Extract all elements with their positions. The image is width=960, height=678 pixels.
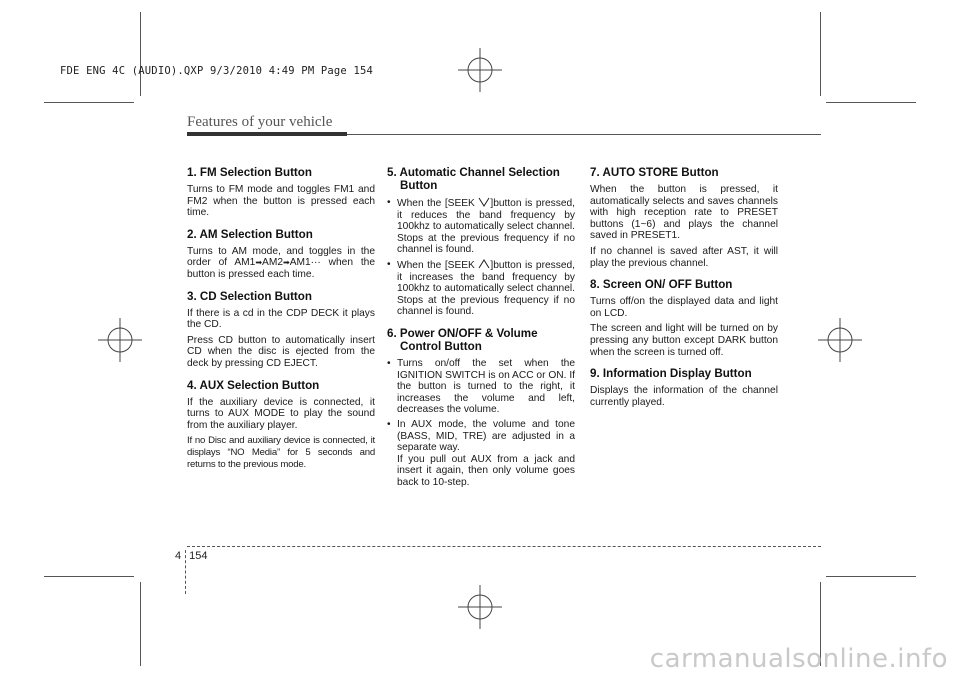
list-item-text: In AUX mode, the volume and tone (BASS, MID, TRE) are adjusted in a separate way. <box>397 418 575 454</box>
arrow-icon: ➡ <box>282 258 290 268</box>
section-aux <box>187 379 375 471</box>
section-seek <box>387 166 575 318</box>
crop-mark <box>44 102 134 103</box>
chapter-number: 4 <box>175 550 182 562</box>
section-heading-line: Button <box>400 179 438 192</box>
list-item: • Turns on/off the set when the IGNITION SWITCH is on ACC or ON. If the button is turned to the right, it increases the volume and left, decreases the volume. <box>387 358 575 416</box>
section-text: Turns off/on the displayed data and light on LCD. <box>590 296 778 319</box>
section-text: If the auxiliary device is connected, it turns to AUX MODE to play the sound from the auxiliary player. <box>187 396 375 431</box>
list-item <box>387 197 575 256</box>
section-cd <box>187 290 375 370</box>
list-item <box>387 419 575 489</box>
section-heading-line: 6. Power ON/OFF & Volume <box>387 326 538 340</box>
crop-mark <box>820 12 821 96</box>
arrow-icon: ➡ <box>255 258 263 268</box>
crop-mark <box>44 576 134 577</box>
section-text-part: AM2 <box>262 257 283 269</box>
section-heading <box>387 327 575 353</box>
section-info <box>590 367 778 408</box>
page-number <box>175 550 215 562</box>
section-screen <box>590 278 778 358</box>
footer-tick <box>185 550 187 594</box>
registration-mark-icon <box>98 318 142 362</box>
crop-mark <box>826 102 916 103</box>
section-heading: 2. AM Selection Button <box>187 227 313 241</box>
registration-mark-icon <box>458 585 502 629</box>
section-text: Displays the information of the channel currently played. <box>590 385 778 408</box>
section-text-part: AM1··· when the button is pressed each time. <box>187 257 375 280</box>
section-autostore <box>590 166 778 269</box>
header-bar <box>187 132 347 136</box>
list-item <box>387 259 575 318</box>
section-text: If no channel is saved after AST, it will play the previous channel. <box>590 245 778 269</box>
watermark: carmanualsonline.info <box>649 644 948 674</box>
section-heading: 4. AUX Selection Button <box>187 378 320 392</box>
bullet-list <box>387 358 575 489</box>
list-item-text: ]button is pressed, it reduces the band frequency by 100khz to automatically select channel. Stops at the previous frequency if no channel is found. <box>397 198 575 256</box>
bullet-list <box>387 197 575 318</box>
section-heading: 3. CD Selection Button <box>187 289 312 303</box>
section-heading: 8. Screen ON/ OFF Button <box>590 278 733 292</box>
section-am <box>187 228 375 281</box>
registration-mark-icon <box>818 318 862 362</box>
section-heading-line: Control Button <box>400 339 482 353</box>
crop-mark <box>140 12 141 96</box>
section-heading <box>387 166 575 192</box>
crop-mark <box>826 576 916 577</box>
chevron-down-icon <box>478 197 490 207</box>
crop-mark <box>140 582 141 666</box>
page-number-value: 154 <box>189 550 208 562</box>
column-2 <box>387 166 575 497</box>
section-heading: 9. Information Display Button <box>590 367 752 381</box>
chevron-up-icon <box>478 259 490 269</box>
page-header-title: Features of your vehicle <box>187 114 333 130</box>
section-heading: 1. FM Selection Button <box>187 166 312 179</box>
section-text-part: Turns to AM mode, and toggles in the order of AM1 <box>187 245 375 269</box>
list-item-text: ]button is pressed, it increases the band frequency by 100khz to automatically select channel. Stops at the previous frequency if no channel is found. <box>397 259 575 318</box>
section-power <box>387 327 575 489</box>
list-item-text: When the [SEEK <box>397 259 479 271</box>
registration-mark-icon <box>458 48 502 92</box>
section-text: The screen and light will be turned on by pressing any button except DARK button when the screen is turned off. <box>590 323 778 358</box>
section-text: Press CD button to automatically insert CD when the disc is ejected from the deck by pressing CD EJECT. <box>187 334 375 369</box>
column-1 <box>187 166 375 479</box>
list-item-text: When the [SEEK <box>397 198 479 209</box>
section-fm <box>187 166 375 219</box>
footer-rule <box>187 546 821 547</box>
section-text <box>187 246 375 281</box>
column-3 <box>590 166 778 417</box>
section-text: When the button is pressed, it automatically selects and saves channels with high reception rate to PRESET buttons (1~6) and plays the channel saved in PRESET1. <box>590 184 778 242</box>
print-slug: FDE ENG 4C (AUDIO).QXP 9/3/2010 4:49 PM Page 154 <box>60 65 374 77</box>
section-text: If there is a cd in the CDP DECK it plays the CD. <box>187 307 375 331</box>
section-heading-line: 5. Automatic Channel Selection <box>387 166 560 179</box>
section-heading: 7. AUTO STORE Button <box>590 166 719 179</box>
section-text: Turns to FM mode and toggles FM1 and FM2 when the button is pressed each time. <box>187 184 375 219</box>
list-item-text: If you pull out AUX from a jack and insert it again, then only volume goes back to 10-step. <box>397 453 575 488</box>
section-text: If no Disc and auxiliary device is connected, it displays “NO Media” for 5 seconds and returns to the previous mode. <box>187 435 375 470</box>
